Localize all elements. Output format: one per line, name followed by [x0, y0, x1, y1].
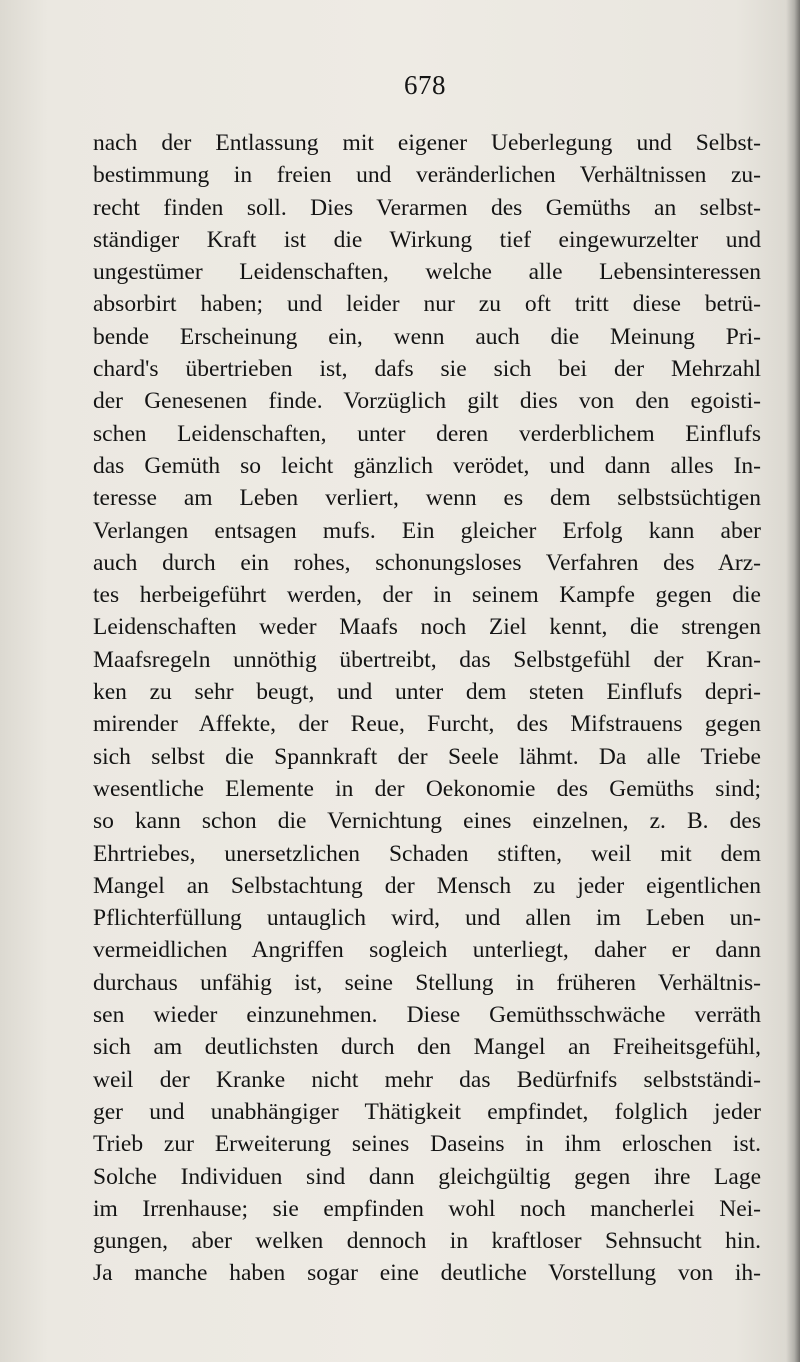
text-line: Trieb zur Erweiterung seines Daseins in ihm erloschen ist. [93, 1131, 761, 1158]
text-line: mirender Affekte, der Reue, Furcht, des Mifstrauens gegen [93, 711, 761, 738]
text-line: sen wieder einzunehmen. Diese Gemüthsschwäche verräth [93, 1002, 761, 1029]
text-line: wesentliche Elemente in der Oekonomie des Gemüths sind; [93, 775, 761, 802]
text-line: bende Erscheinung ein, wenn auch die Meinung Pri- [93, 323, 761, 350]
text-line: ger und unabhängiger Thätigkeit empfindet, folglich jeder [93, 1098, 761, 1125]
text-line: weil der Kranke nicht mehr das Bedürfnifs selbstständi- [93, 1066, 761, 1093]
text-line: Mangel an Selbstachtung der Mensch zu jeder eigentlichen [93, 872, 761, 899]
text-line: recht finden soll. Dies Verarmen des Gemüths an selbst- [93, 194, 761, 221]
text-line: tes herbeigeführt werden, der in seinem Kampfe gegen die [93, 582, 761, 609]
text-line: gungen, aber welken dennoch in kraftloser Sehnsucht hin. [93, 1228, 761, 1255]
text-line: im Irrenhause; sie empfinden wohl noch mancherlei Nei- [93, 1195, 761, 1222]
text-line: Ja manche haben sogar eine deutliche Vorstellung von ih- [93, 1260, 761, 1287]
text-line: Pflichterfüllung untauglich wird, und allen im Leben un- [93, 905, 761, 932]
text-line: sich am deutlichsten durch den Mangel an Freiheitsgefühl, [93, 1034, 761, 1061]
text-line: ungestümer Leidenschaften, welche alle Lebensinteressen [93, 259, 761, 286]
text-line: bestimmung in freien und veränderlichen Verhältnissen zu- [93, 162, 761, 189]
text-line: das Gemüth so leicht gänzlich verödet, und dann alles In- [93, 452, 761, 479]
text-line: chard's übertrieben ist, dafs sie sich bei der Mehrzahl [93, 356, 761, 383]
text-line: auch durch ein rohes, schonungsloses Verfahren des Arz- [93, 549, 761, 576]
text-line: sich selbst die Spannkraft der Seele lähmt. Da alle Triebe [93, 743, 761, 770]
text-line: so kann schon die Vernichtung eines einzelnen, z. B. des [93, 808, 761, 835]
text-line: Solche Individuen sind dann gleichgültig gegen ihre Lage [93, 1163, 761, 1190]
page-number: 678 [404, 70, 446, 100]
text-line: der Genesenen finde. Vorzüglich gilt dies von den egoisti- [93, 388, 761, 415]
text-line: absorbirt haben; und leider nur zu oft tritt diese betrü- [93, 291, 761, 318]
text-line: nach der Entlassung mit eigener Ueberlegung und Selbst- [93, 130, 761, 156]
body-text [93, 127, 761, 1290]
text-line: schen Leidenschaften, unter deren verderblichem Einflufs [93, 420, 761, 447]
text-line: Leidenschaften weder Maafs noch Ziel kennt, die strengen [93, 614, 761, 641]
text-line: Ehrtriebes, unersetzlichen Schaden stiften, weil mit dem [93, 840, 761, 867]
text-line: ken zu sehr beugt, und unter dem steten Einflufs depri- [93, 679, 761, 706]
text-line: Verlangen entsagen mufs. Ein gleicher Erfolg kann aber [93, 517, 761, 544]
text-line: teresse am Leben verliert, wenn es dem selbstsüchtigen [93, 485, 761, 512]
text-line: Maafsregeln unnöthig übertreibt, das Selbstgefühl der Kran- [93, 646, 761, 673]
text-line: ständiger Kraft ist die Wirkung tief eingewurzelter und [93, 226, 761, 253]
text-line: vermeidlichen Angriffen sogleich unterliegt, daher er dann [93, 937, 761, 964]
text-line: durchaus unfähig ist, seine Stellung in früheren Verhältnis- [93, 969, 761, 996]
